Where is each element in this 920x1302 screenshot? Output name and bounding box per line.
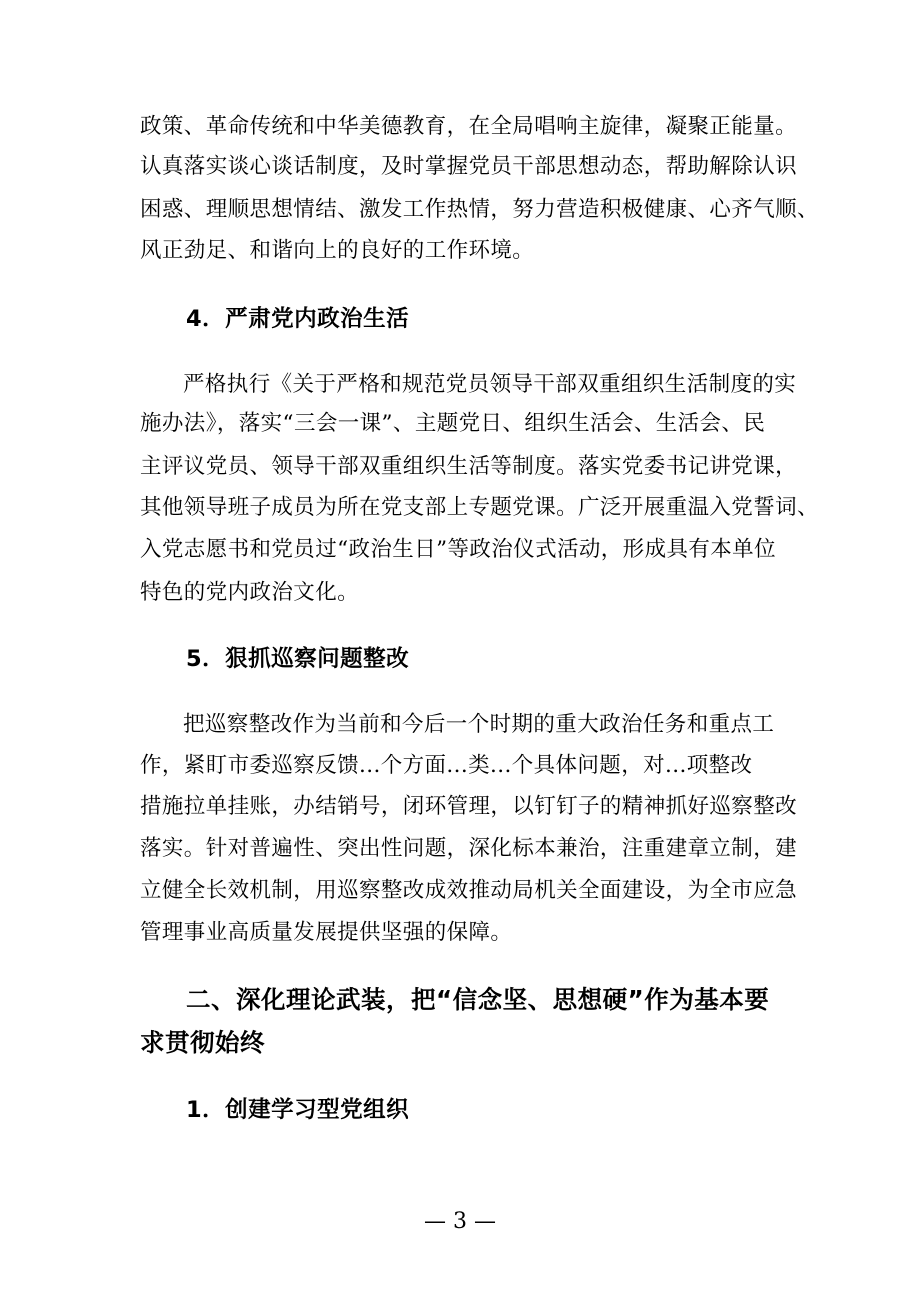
paragraph-line: 严格执行《关于严格和规范党员领导干部双重组织生活制度的实 [183,372,797,397]
paragraph-line: 立健全长效机制，用巡察整改成效推动局机关全面建设，为全市应急 [140,878,798,903]
subsection-heading: 5．狠抓巡察问题整改 [186,646,410,672]
paragraph-line: 政策、革命传统和中华美德教育，在全局唱响主旋律，凝聚正能量。 [140,114,798,139]
paragraph-line: 入党志愿书和党员过“政治生日”等政治仪式活动，形成具有本单位 [140,537,776,562]
paragraph-line: 风正劲足、和谐向上的良好的工作环境。 [140,238,535,263]
page-number: — 3 — [424,1209,496,1234]
subsection-heading: 1．创建学习型党组织 [186,1097,410,1123]
subsection-heading: 4．严肃党内政治生活 [186,306,410,332]
paragraph-line: 认真落实谈心谈话制度，及时掌握党员干部思想动态，帮助解除认识 [140,154,798,179]
section-heading-line: 求贯彻始终 [140,1028,265,1057]
paragraph-line: 主评议党员、领导干部双重组织生活等制度。落实党委书记讲党课， [140,454,798,479]
section-heading-line: 二、深化理论武装，把“信念坚、思想硬”作为基本要 [186,985,770,1014]
paragraph-line: 特色的党内政治文化。 [140,580,360,605]
paragraph-line: 落实。针对普遍性、突出性问题，深化标本兼治，注重建章立制，建 [140,836,798,861]
paragraph-line: 作，紧盯市委巡察反馈...个方面...类...个具体问题，对...项整改 [140,753,753,778]
paragraph-line: 措施拉单挂账，办结销号，闭环管理，以钉钉子的精神抓好巡察整改 [140,794,798,819]
paragraph-line: 把巡察整改作为当前和今后一个时期的重大政治任务和重点工 [183,712,775,737]
paragraph-line: 困惑、理顺思想情结、激发工作热情，努力营造积极健康、心齐气顺、 [140,197,819,222]
paragraph-line: 其他领导班子成员为所在党支部上专题党课。广泛开展重温入党誓词、 [140,495,819,520]
paragraph-line: 管理事业高质量发展提供坚强的保障。 [140,920,513,945]
paragraph-line: 施办法》，落实“三会一课”、主题党日、组织生活会、生活会、民 [140,411,766,436]
